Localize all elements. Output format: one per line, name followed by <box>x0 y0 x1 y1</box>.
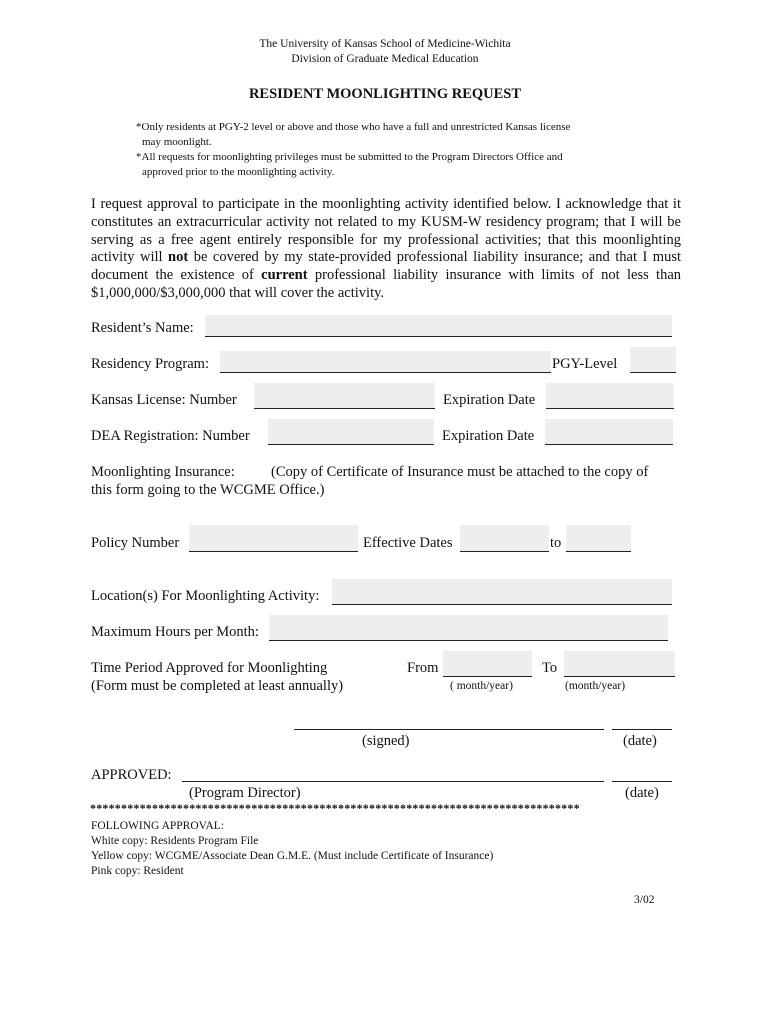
insurance-note: (Copy of Certificate of Insurance must be attached to the copy of <box>271 464 649 480</box>
white-copy-line: White copy: Residents Program File <box>91 835 259 847</box>
from-hint: ( month/year) <box>450 680 513 692</box>
period-to-field[interactable] <box>564 651 675 677</box>
kansas-license-number-field[interactable] <box>254 383 435 409</box>
effective-date-end-field[interactable] <box>566 525 631 552</box>
dea-registration-label: DEA Registration: Number <box>91 428 250 444</box>
effective-date-start-field[interactable] <box>460 525 549 552</box>
asterisk-divider: ******************************************************************************* <box>90 801 580 815</box>
policy-number-label: Policy Number <box>91 535 180 551</box>
signed-date-label: (date) <box>623 733 657 749</box>
note-submission: *All requests for moonlighting privileges must be submitted to the Program Directors Office and <box>136 151 563 163</box>
approved-label: APPROVED: <box>91 767 172 783</box>
approval-date-label: (date) <box>625 785 659 801</box>
revision-date: 3/02 <box>634 894 655 906</box>
acknowledgement-paragraph <box>91 196 681 303</box>
period-from-field[interactable] <box>443 651 532 677</box>
license-expiration-label: Expiration Date <box>443 392 536 408</box>
insurance-note-cont: this form going to the WCGME Office.) <box>91 482 325 498</box>
statement-text-2: be covered by my state-provided professional liability insurance; and that I must document the existence of <box>91 249 681 284</box>
approval-date-line[interactable] <box>612 781 672 782</box>
insurance-label: Moonlighting Insurance: <box>91 464 235 480</box>
to-hint: (month/year) <box>565 680 626 692</box>
residency-program-field[interactable] <box>220 351 551 373</box>
resident-signature-line[interactable] <box>294 729 604 730</box>
residency-program-label: Residency Program: <box>91 356 209 372</box>
page-title: RESIDENT MOONLIGHTING REQUEST <box>248 86 522 102</box>
header-division: Division of Graduate Medical Education <box>291 53 479 65</box>
resident-date-line[interactable] <box>612 729 672 730</box>
location-label: Location(s) For Moonlighting Activity: <box>91 588 320 604</box>
statement-bold-not: not <box>168 249 189 266</box>
statement-text-1: I request approval to participate in the moonlighting activity identified below. I acknowledge that it constitutes an extracurricular activity not related to my KUSM-W residency program; that I will be serving as a free agent entirely responsible for my professional activities; that this moonlighting activity will <box>91 196 681 266</box>
dea-number-field[interactable] <box>268 419 434 445</box>
effective-to-label: to <box>550 535 562 551</box>
time-period-label: Time Period Approved for Moonlighting <box>91 660 328 676</box>
resident-name-field[interactable] <box>205 315 672 337</box>
kansas-license-label: Kansas License: Number <box>91 392 237 408</box>
pgy-level-label: PGY-Level <box>552 356 618 372</box>
from-label: From <box>407 660 439 676</box>
effective-dates-label: Effective Dates <box>363 535 453 551</box>
dea-expiration-label: Expiration Date <box>442 428 535 444</box>
note-eligibility: *Only residents at PGY-2 level or above and those who have a full and unrestricted Kansas license <box>136 121 571 133</box>
statement-bold-current: current <box>261 267 308 284</box>
policy-number-field[interactable] <box>189 525 358 552</box>
time-period-note: (Form must be completed at least annually) <box>91 678 344 694</box>
program-director-label: (Program Director) <box>189 785 301 801</box>
note-submission-cont: approved prior to the moonlighting activity. <box>142 166 335 178</box>
to-label: To <box>542 660 558 676</box>
resident-name-label: Resident’s Name: <box>91 320 194 336</box>
dea-expiration-field[interactable] <box>545 419 673 445</box>
license-expiration-field[interactable] <box>546 383 674 409</box>
following-approval-heading: FOLLOWING APPROVAL: <box>91 820 225 832</box>
signed-label: (signed) <box>362 733 410 749</box>
max-hours-field[interactable] <box>269 615 668 641</box>
location-field[interactable] <box>332 579 672 605</box>
statement-text-3: professional liability insurance with limits of not less than $1,000,000/$3,000,000 that will cover the activity. <box>91 267 682 301</box>
pink-copy-line: Pink copy: Resident <box>91 865 184 877</box>
header-institution: The University of Kansas School of Medicine-Wichita <box>259 38 511 50</box>
max-hours-label: Maximum Hours per Month: <box>91 624 259 640</box>
yellow-copy-line: Yellow copy: WCGME/Associate Dean G.M.E. (Must include Certificate of Insurance) <box>91 850 494 862</box>
program-director-signature-line[interactable] <box>182 781 604 782</box>
note-eligibility-cont: may moonlight. <box>142 136 212 148</box>
pgy-level-field[interactable] <box>630 347 676 373</box>
